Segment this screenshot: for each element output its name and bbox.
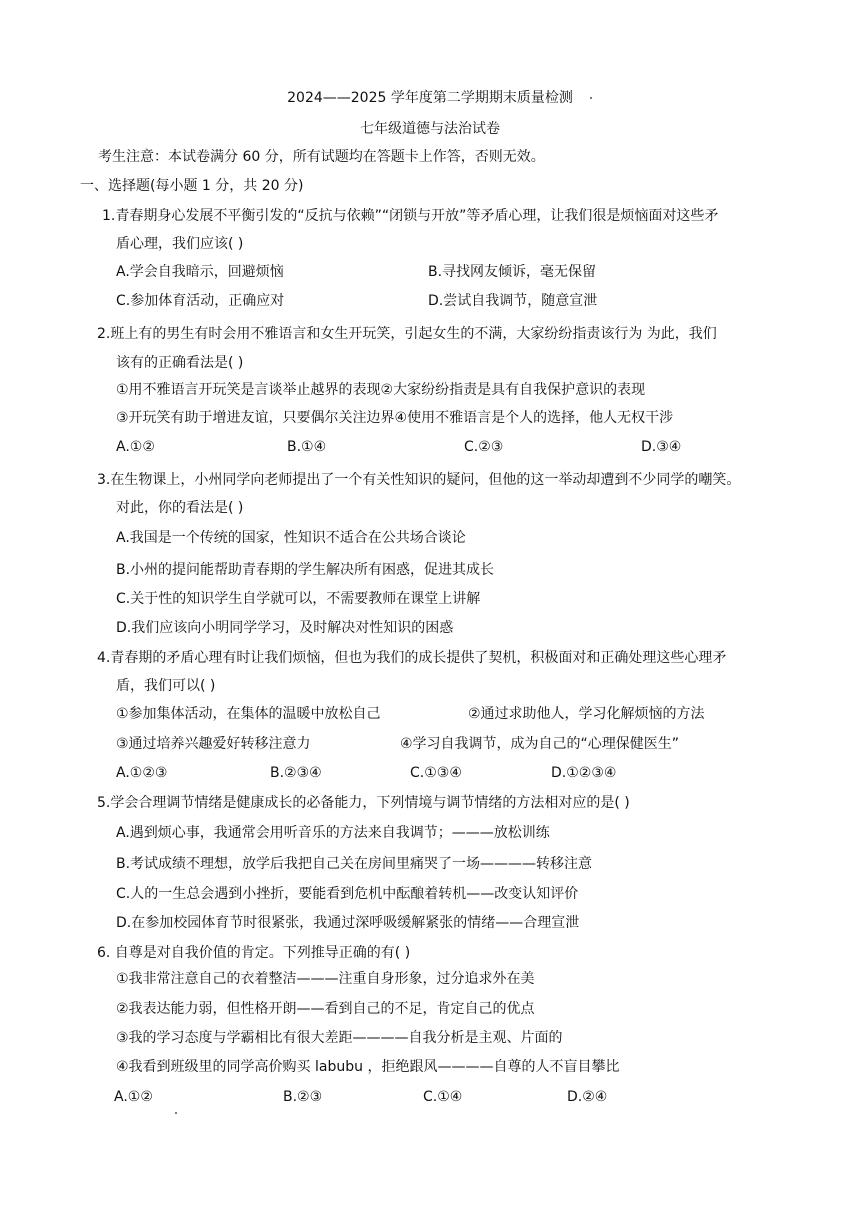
option-c: C.关于性的知识学生自学就可以，不需要教师在课堂上讲解 (116, 591, 481, 607)
option-a: A.①② (114, 1089, 153, 1105)
statement-line: ③开玩笑有助于增进友谊，只要偶尔关注边界④使用不雅语言是个人的选择，他人无权干涉 (116, 410, 674, 426)
option-d: D.在参加校园体育节时很紧张，我通过深呼吸缓解紧张的情绪——合理宣泄 (116, 915, 580, 931)
statement-1: ①参加集体活动，在集体的温暖中放松自己 (116, 706, 381, 722)
option-b: B.②③④ (270, 765, 322, 781)
option-a: A.①② (116, 439, 155, 455)
statement-3: ③通过培养兴趣爱好转移注意力 (116, 736, 311, 752)
statement-line: ②我表达能力弱，但性格开朗——看到自己的不足，肯定自己的优点 (116, 1001, 535, 1017)
option-d: D.②④ (567, 1089, 608, 1105)
question-stem-line: 6. 自尊是对自我价值的肯定。下列推导正确的有( ) (97, 945, 411, 961)
option-a: A.①②③ (116, 765, 168, 781)
statement-line: ④我看到班级里的同学高价购买 labubu ，拒绝跟风————自尊的人不盲目攀比 (116, 1059, 620, 1075)
statement-line: ③我的学习态度与学霸相比有很大差距————自我分析是主观、片面的 (116, 1030, 563, 1046)
exam-notice: 考生注意：本试卷满分 60 分，所有试题均在答题卡上作答，否则无效。 (98, 149, 545, 165)
option-b: B.寻找网友倾诉，毫无保留 (428, 264, 597, 280)
option-d: D.我们应该向小明同学学习，及时解决对性知识的困惑 (116, 620, 454, 636)
statement-line: ①我非常注意自己的衣着整洁———注重自身形象，过分追求外在美 (116, 971, 535, 987)
statement-2: ②通过求助他人，学习化解烦恼的方法 (468, 706, 705, 722)
option-a: A.我国是一个传统的国家，性知识不适合在公共场合谈论 (116, 530, 466, 546)
option-d: D.尝试自我调节，随意宣泄 (428, 293, 598, 309)
option-a: A.遇到烦心事，我通常会用听音乐的方法来自我调节；———放松训练 (116, 825, 550, 841)
option-c: C.②③ (464, 439, 504, 455)
question-stem-line: 2.班上有的男生有时会用不雅语言和女生开玩笑，引起女生的不满，大家纷纷指责该行为 为此，我们 (97, 326, 717, 342)
question-stem-line: 该有的正确看法是( ) (116, 355, 244, 371)
question-stem-line: 3.在生物课上，小州同学向老师提出了一个有关性知识的疑问，但他的这一举动却遭到不少同学的嘲笑。 (97, 472, 741, 488)
option-c: C.①③④ (410, 765, 462, 781)
option-c: C.①④ (423, 1089, 463, 1105)
section-heading: 一、选择题(每小题 1 分，共 20 分) (80, 178, 304, 194)
question-stem-line: 对此，你的看法是( ) (116, 500, 244, 516)
question-stem-line: 1.青春期身心发展不平衡引发的“反抗与依赖”“闭锁与开放”等矛盾心理，让我们很是烦恼面对这些矛 (102, 208, 719, 224)
option-d: D.①②③④ (551, 765, 617, 781)
option-c: C.参加体育活动，正确应对 (116, 293, 285, 309)
scan-speck (175, 1112, 177, 1114)
option-b: B.②③ (283, 1089, 323, 1105)
option-c: C.人的一生总会遇到小挫折，要能看到危机中酝酿着转机——改变认知评价 (116, 886, 579, 902)
option-b: B.考试成绩不理想，放学后我把自己关在房间里痛哭了一场————转移注意 (116, 856, 593, 872)
statement-line: ①用不雅语言开玩笑是言谈举止越界的表现②大家纷纷指责是具有自我保护意识的表现 (116, 382, 646, 398)
question-stem-line: 4.青春期的矛盾心理有时让我们烦恼，但也为我们的成长提供了契机，积极面对和正确处理这些心理矛 (97, 650, 727, 666)
statement-4: ④学习自我调节，成为自己的“心理保健医生” (400, 736, 680, 752)
option-b: B.小州的提问能帮助青春期的学生解决所有困惑，促进其成长 (116, 562, 495, 578)
option-b: B.①④ (287, 439, 327, 455)
option-d: D.③④ (641, 439, 682, 455)
exam-subtitle: 七年级道德与法治试卷 (360, 121, 500, 137)
exam-title: 2024——2025 学年度第二学期期末质量检测 (287, 90, 573, 106)
option-a: A.学会自我暗示，回避烦恼 (116, 264, 284, 280)
question-stem-line: 盾，我们可以( ) (116, 678, 216, 694)
scan-speck (590, 97, 592, 99)
question-stem-line: 盾心理，我们应该( ) (116, 236, 244, 252)
question-stem-line: 5.学会合理调节情绪是健康成长的必备能力，下列情境与调节情绪的方法相对应的是( ) (97, 795, 630, 811)
